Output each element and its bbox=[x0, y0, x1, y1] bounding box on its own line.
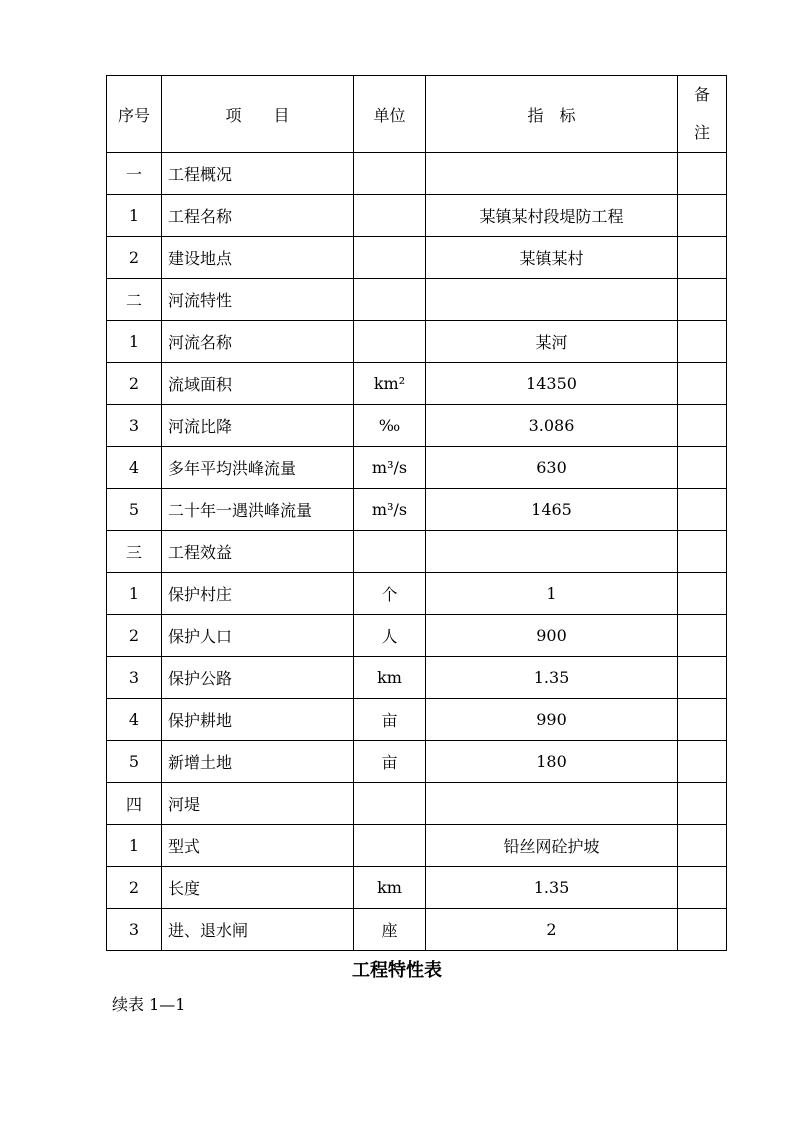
cell-value bbox=[426, 783, 678, 825]
cell-unit: km² bbox=[354, 363, 426, 405]
table-row bbox=[107, 909, 727, 951]
cell-value: 3.086 bbox=[426, 405, 678, 447]
cell-note bbox=[678, 657, 727, 699]
cell-unit bbox=[354, 279, 426, 321]
cell-item: 建设地点 bbox=[162, 237, 354, 279]
cell-seq: 2 bbox=[107, 363, 162, 405]
cell-seq: 1 bbox=[107, 573, 162, 615]
cell-item: 多年平均洪峰流量 bbox=[162, 447, 354, 489]
cell-seq: 3 bbox=[107, 657, 162, 699]
cell-value: 1 bbox=[426, 573, 678, 615]
cell-item: 工程概况 bbox=[162, 153, 354, 195]
cell-item: 河流名称 bbox=[162, 321, 354, 363]
cell-value: 990 bbox=[426, 699, 678, 741]
cell-item: 流域面积 bbox=[162, 363, 354, 405]
cell-unit: 亩 bbox=[354, 699, 426, 741]
cell-value: 1.35 bbox=[426, 867, 678, 909]
cell-unit bbox=[354, 531, 426, 573]
cell-seq: 1 bbox=[107, 825, 162, 867]
cell-seq: 5 bbox=[107, 741, 162, 783]
table-row bbox=[107, 531, 727, 573]
cell-note bbox=[678, 279, 727, 321]
table-row bbox=[107, 573, 727, 615]
cell-value: 某河 bbox=[426, 321, 678, 363]
table-row bbox=[107, 615, 727, 657]
cell-note bbox=[678, 909, 727, 951]
cell-item: 保护公路 bbox=[162, 657, 354, 699]
cell-unit bbox=[354, 237, 426, 279]
cell-item: 长度 bbox=[162, 867, 354, 909]
cell-seq: 4 bbox=[107, 447, 162, 489]
table-row bbox=[107, 489, 727, 531]
table-row bbox=[107, 447, 727, 489]
cell-seq: 4 bbox=[107, 699, 162, 741]
cell-seq: 一 bbox=[107, 153, 162, 195]
cell-value: 1465 bbox=[426, 489, 678, 531]
cell-item: 河流比降 bbox=[162, 405, 354, 447]
header-unit: 单位 bbox=[354, 76, 426, 153]
table-row bbox=[107, 699, 727, 741]
cell-note bbox=[678, 615, 727, 657]
cell-unit: 人 bbox=[354, 615, 426, 657]
cell-unit: ‰ bbox=[354, 405, 426, 447]
cell-item: 进、退水闸 bbox=[162, 909, 354, 951]
cell-item: 河堤 bbox=[162, 783, 354, 825]
cell-seq: 5 bbox=[107, 489, 162, 531]
table-body bbox=[107, 153, 727, 951]
cell-note bbox=[678, 447, 727, 489]
cell-note bbox=[678, 741, 727, 783]
cell-seq: 1 bbox=[107, 321, 162, 363]
cell-note bbox=[678, 237, 727, 279]
header-note bbox=[678, 76, 727, 153]
table-row bbox=[107, 405, 727, 447]
cell-seq: 三 bbox=[107, 531, 162, 573]
cell-seq: 1 bbox=[107, 195, 162, 237]
cell-item: 保护人口 bbox=[162, 615, 354, 657]
table-row bbox=[107, 237, 727, 279]
cell-value: 180 bbox=[426, 741, 678, 783]
cell-note bbox=[678, 153, 727, 195]
cell-value: 某镇某村 bbox=[426, 237, 678, 279]
cell-unit: m³/s bbox=[354, 489, 426, 531]
cell-value bbox=[426, 531, 678, 573]
table-caption: 工程特性表 bbox=[352, 960, 442, 981]
table-header-row bbox=[107, 76, 727, 153]
cell-value bbox=[426, 153, 678, 195]
cell-unit: km bbox=[354, 657, 426, 699]
cell-note bbox=[678, 489, 727, 531]
cell-seq: 2 bbox=[107, 867, 162, 909]
continued-label: 续表 1—1 bbox=[112, 995, 186, 1014]
header-seq: 序号 bbox=[107, 76, 162, 153]
header-note-line2: 注 bbox=[693, 123, 710, 142]
table-row bbox=[107, 363, 727, 405]
cell-value: 14350 bbox=[426, 363, 678, 405]
cell-unit: 座 bbox=[354, 909, 426, 951]
table-row bbox=[107, 153, 727, 195]
cell-note bbox=[678, 363, 727, 405]
cell-seq: 四 bbox=[107, 783, 162, 825]
table-row bbox=[107, 321, 727, 363]
cell-unit bbox=[354, 153, 426, 195]
cell-seq: 2 bbox=[107, 237, 162, 279]
table-row bbox=[107, 657, 727, 699]
header-value: 指 标 bbox=[426, 76, 678, 153]
cell-item: 工程名称 bbox=[162, 195, 354, 237]
cell-unit bbox=[354, 783, 426, 825]
cell-seq: 2 bbox=[107, 615, 162, 657]
cell-note bbox=[678, 699, 727, 741]
header-item: 项 目 bbox=[162, 76, 354, 153]
cell-unit: 亩 bbox=[354, 741, 426, 783]
cell-note bbox=[678, 321, 727, 363]
table-row bbox=[107, 825, 727, 867]
cell-unit: 个 bbox=[354, 573, 426, 615]
cell-note bbox=[678, 531, 727, 573]
cell-note bbox=[678, 825, 727, 867]
cell-value: 某镇某村段堤防工程 bbox=[426, 195, 678, 237]
cell-item: 保护耕地 bbox=[162, 699, 354, 741]
cell-item: 型式 bbox=[162, 825, 354, 867]
cell-item: 河流特性 bbox=[162, 279, 354, 321]
cell-value: 1.35 bbox=[426, 657, 678, 699]
cell-item: 二十年一遇洪峰流量 bbox=[162, 489, 354, 531]
cell-unit: km bbox=[354, 867, 426, 909]
table-row bbox=[107, 741, 727, 783]
cell-item: 保护村庄 bbox=[162, 573, 354, 615]
cell-value: 2 bbox=[426, 909, 678, 951]
cell-value bbox=[426, 279, 678, 321]
cell-item: 工程效益 bbox=[162, 531, 354, 573]
cell-seq: 3 bbox=[107, 405, 162, 447]
table-row bbox=[107, 279, 727, 321]
cell-note bbox=[678, 783, 727, 825]
cell-note bbox=[678, 573, 727, 615]
table-row bbox=[107, 867, 727, 909]
header-note-line1: 备 bbox=[693, 85, 710, 104]
cell-seq: 3 bbox=[107, 909, 162, 951]
cell-unit bbox=[354, 321, 426, 363]
engineering-spec-table bbox=[106, 75, 727, 951]
cell-value: 900 bbox=[426, 615, 678, 657]
cell-unit: m³/s bbox=[354, 447, 426, 489]
cell-unit bbox=[354, 825, 426, 867]
cell-unit bbox=[354, 195, 426, 237]
cell-note bbox=[678, 195, 727, 237]
cell-note bbox=[678, 405, 727, 447]
cell-value: 630 bbox=[426, 447, 678, 489]
table-row bbox=[107, 783, 727, 825]
cell-value: 铅丝网砼护坡 bbox=[426, 825, 678, 867]
cell-note bbox=[678, 867, 727, 909]
cell-seq: 二 bbox=[107, 279, 162, 321]
cell-item: 新增土地 bbox=[162, 741, 354, 783]
table-row bbox=[107, 195, 727, 237]
